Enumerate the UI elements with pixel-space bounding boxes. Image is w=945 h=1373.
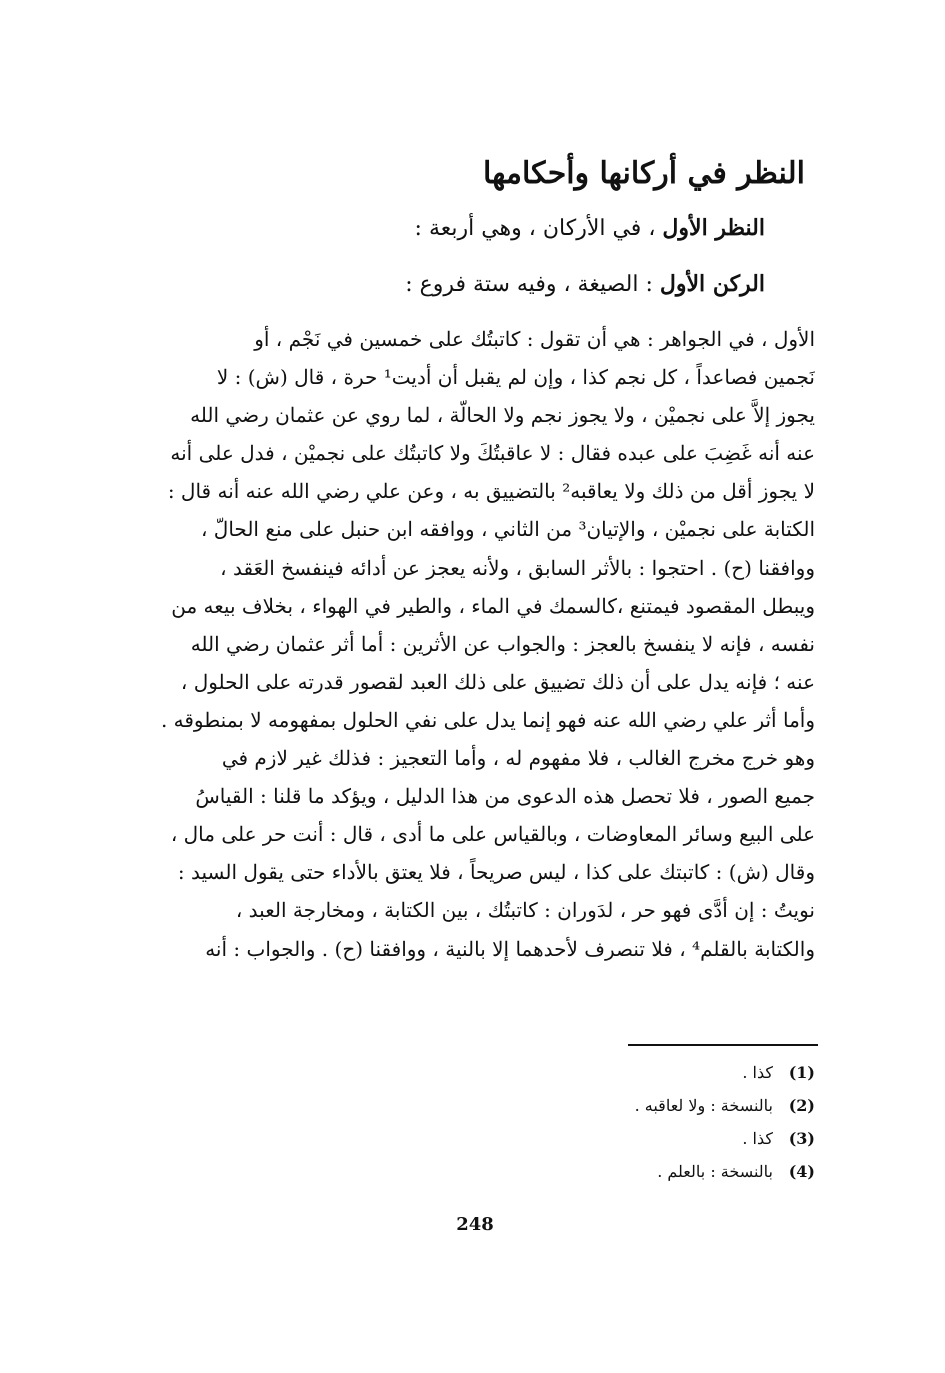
section-label: النظر الأول <box>662 215 765 241</box>
pillar-text: : الصيغة ، وفيه ستة فروع : <box>405 272 653 297</box>
page-number: 248 <box>456 1214 494 1235</box>
footnote-number: (3) <box>788 1129 815 1148</box>
body-line: لا يجوز أقل من ذلك ولا يعاقبه² بالتضييق به ، وعن علي رضي الله عنه أنه قال : <box>167 479 815 504</box>
body-line: وأما أثر علي رضي الله عنه فهو إنما يدل على نفي الحلول بمفهومه لا بمنطوقه . <box>160 707 815 732</box>
page-heading: النظر في أركانها وأحكامها <box>482 156 805 191</box>
pillar-heading <box>145 264 765 305</box>
footnote-text: كذا . <box>742 1063 773 1082</box>
footnote-number: (4) <box>788 1162 815 1181</box>
body-text <box>135 320 815 968</box>
body-line: نويتُ : إن أدَّى فهو حر ، لدَوران : كاتبتُك ، بين الكتابة ، ومخارجة العبد ، <box>235 898 815 923</box>
footnote <box>415 1155 815 1188</box>
footnote-divider <box>628 1044 818 1046</box>
body-line: عنه ؛ فإنه يدل على أن ذلك تضييق على ذلك العبد لقصور قدرته على الحلول ، <box>180 669 815 694</box>
footnote-number: (2) <box>788 1096 815 1115</box>
footnote-text: كذا . <box>742 1129 773 1148</box>
body-line: وقال (ش) : كاتبتك على كذا ، ليس صريحاً ، فلا يعتق بالأداء حتى يقول السيد : <box>177 860 815 885</box>
section-text: ، في الأركان ، وهي أربعة : <box>414 216 656 241</box>
footnote <box>415 1122 815 1155</box>
section-heading <box>145 208 765 249</box>
body-line: على البيع وسائر المعاوضات ، وبالقياس على ما أدى ، قال : أنت حر على مال ، <box>170 822 815 847</box>
footnote-text: بالنسخة : بالعلم . <box>657 1162 773 1181</box>
footnote <box>415 1089 815 1122</box>
body-line: جميع الصور ، فلا تحصل هذه الدعوى من هذا الدليل ، ويؤكد ما قلنا : القياسُ <box>195 784 815 809</box>
body-line: نفسه ، فإنه لا ينفسخ بالعجز : والجواب عن الأثرين : أما أثر عثمان رضي الله <box>190 631 815 656</box>
footnote <box>415 1056 815 1089</box>
body-line: والكتابة بالقلم⁴ ، فلا تنصرف لأحدهما إلا بالنية ، ووافقنا (ح) . والجواب : أنه <box>205 936 815 961</box>
body-line: الكتابة على نجميْن ، والإتيان³ من الثاني ، ووافقه ابن حنبل على منع الحالّ ، <box>200 517 815 542</box>
body-line: عنه أنه غَضِبَ على عبده فقال : لا عاقبتُكَ ولا كاتبتُك على نجميْن ، فدل على أنه <box>170 441 815 466</box>
pillar-label: الركن الأول <box>659 271 765 297</box>
body-line: ووافقنا (ح) . احتجوا : بالأثر السابق ، ولأنه يعجز عن أدائه فينفسخ العَقد ، <box>220 555 815 580</box>
body-line: نَجمين فصاعداً ، كل نجم كذا ، وإن لم يقبل أن أديت¹ حرة ، قال (ش) : لا <box>216 365 815 390</box>
footnote-number: (1) <box>788 1063 815 1082</box>
body-line: ويبطل المقصود فيمتنع ،كالسمك في الماء ، والطير في الهواء ، بخلاف بيعه من <box>171 593 815 618</box>
body-line: يجوز إلاَّ على نجميْن ، ولا يجوز نجم ولا الحالّة ، لما روي عن عثمان رضي الله <box>190 403 815 428</box>
footnotes <box>415 1056 815 1188</box>
body-line: وهو خرج مخرج الغالب ، فلا مفهوم له ، وأما التعجيز : فذلك غير لازم في <box>221 746 815 771</box>
body-line: الأول ، في الجواهر : هي أن تقول : كاتبتُك على خمسين في نَجْم ، أو <box>254 327 815 351</box>
footnote-text: بالنسخة : ولا لعاقبه . <box>634 1096 773 1115</box>
